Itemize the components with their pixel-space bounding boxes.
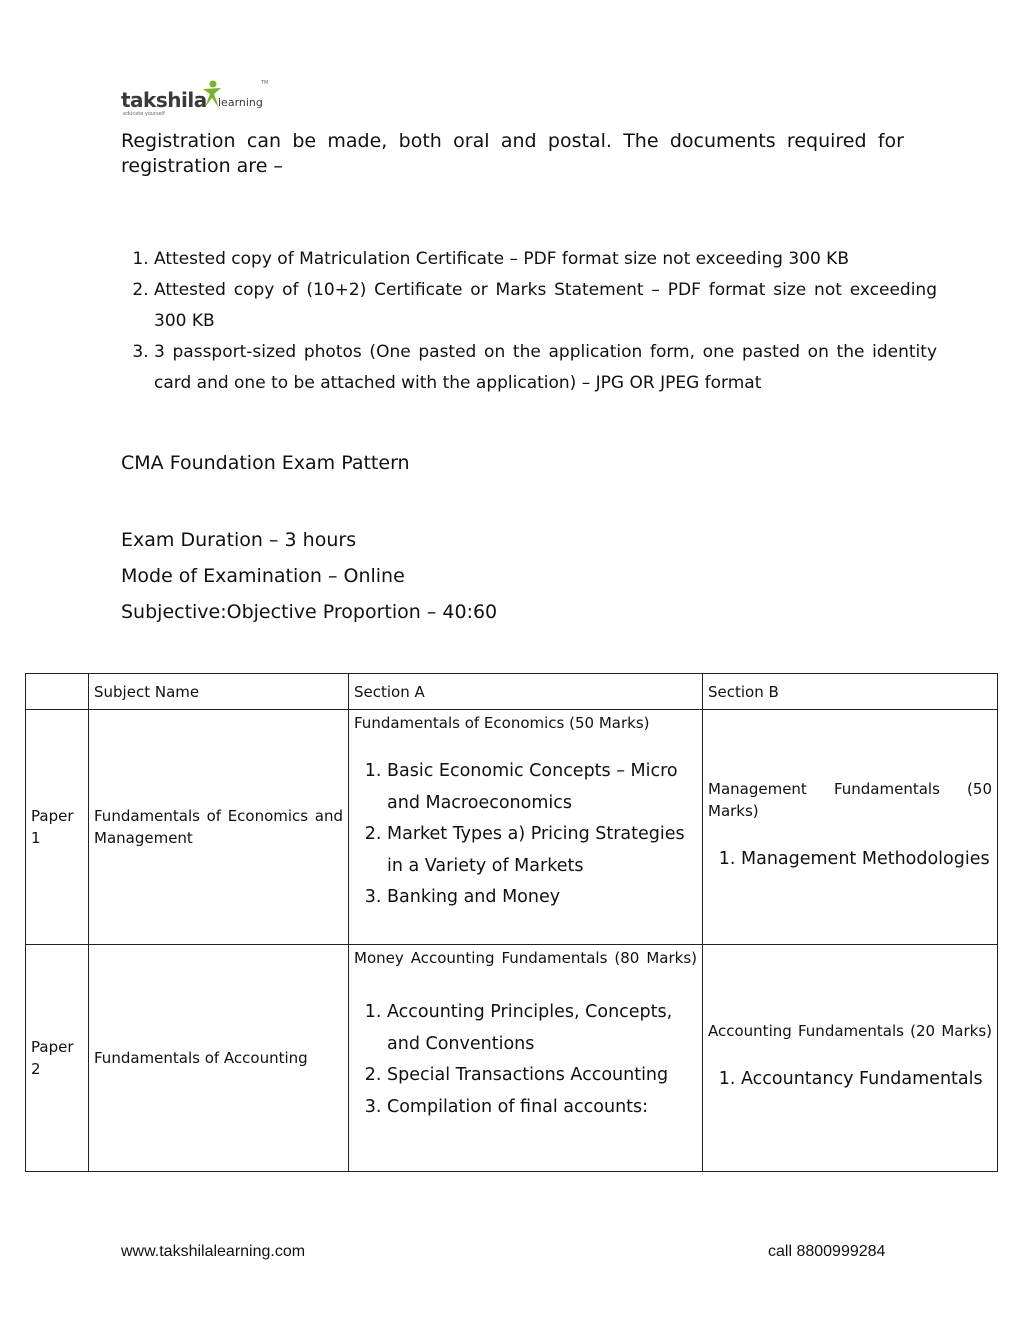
section-a-title: Money Accounting Fundamentals (80 Marks) (354, 949, 697, 967)
logo-wordmark-learning: learning (218, 96, 263, 109)
section-title: CMA Foundation Exam Pattern (121, 452, 410, 474)
topic-item: 3. Compilation of final accounts: (387, 1092, 697, 1124)
logo-tagline: educate yourself (123, 111, 165, 117)
registration-intro: Registration can be made, both oral and postal. The documents required for registration are – (121, 130, 904, 177)
table-row (26, 945, 998, 1172)
section-b-title: Management Fundamentals (50 Marks) (708, 780, 992, 821)
topic-item: 1. Basic Economic Concepts – Micro and Macroeconomics (387, 756, 697, 819)
topic-item: 1. Management Methodologies (741, 844, 992, 876)
exam-pattern-table (25, 673, 998, 1172)
footer-phone: call 8800999284 (768, 1243, 886, 1260)
header-cell-section-a: Section A (349, 674, 703, 710)
logo-wordmark-takshila: takshila (121, 88, 207, 112)
topic-item: 1. Accounting Principles, Concepts, and Conventions (387, 997, 697, 1060)
paper-cell: Paper 1 (26, 710, 89, 945)
subject-cell: Fundamentals of Economics and Management (89, 710, 349, 945)
topic-item: 1. Accountancy Fundamentals (741, 1064, 992, 1096)
logo-tm: TM (261, 80, 269, 86)
section-a-cell (349, 710, 703, 945)
table-row (26, 710, 998, 945)
topic-item: 2. Market Types a) Pricing Strategies in a Variety of Markets (387, 819, 697, 882)
section-b-topics (708, 1064, 992, 1096)
fact-mode: Mode of Examination – Online (121, 565, 405, 587)
takshila-logo (121, 80, 271, 120)
section-b-title: Accounting Fundamentals (20 Marks) (708, 1022, 992, 1041)
table-header-row (26, 674, 998, 710)
subject-cell: Fundamentals of Accounting (89, 945, 349, 1172)
section-b-cell (703, 710, 998, 945)
document-item: 3. 3 passport-sized photos (One pasted on the application form, one pasted on the identity card and one to be attached with the application) – JPG OR JPEG format (154, 337, 937, 399)
section-a-topics (354, 997, 697, 1123)
topic-item: 3. Banking and Money (387, 882, 697, 914)
section-b-cell (703, 945, 998, 1172)
document-item: 2. Attested copy of (10+2) Certificate or Marks Statement – PDF format size not exceeding 300 KB (154, 275, 937, 337)
paper-cell: Paper 2 (26, 945, 89, 1172)
footer-website: www.takshilalearning.com (121, 1243, 306, 1260)
topic-item: 2. Special Transactions Accounting (387, 1060, 697, 1092)
fact-duration: Exam Duration – 3 hours (121, 529, 357, 551)
section-a-title: Fundamentals of Economics (50 Marks) (354, 714, 650, 732)
header-cell-subject: Subject Name (89, 674, 349, 710)
fact-proportion: Subjective:Objective Proportion – 40:60 (121, 601, 498, 623)
documents-list (121, 244, 937, 399)
section-a-topics (354, 756, 697, 914)
document-item: 1. Attested copy of Matriculation Certificate – PDF format size not exceeding 300 KB (154, 244, 937, 275)
exam-facts (121, 522, 497, 630)
section-b-topics (708, 844, 992, 876)
header-cell-section-b: Section B (703, 674, 998, 710)
header-cell-blank (26, 674, 89, 710)
section-a-cell (349, 945, 703, 1172)
